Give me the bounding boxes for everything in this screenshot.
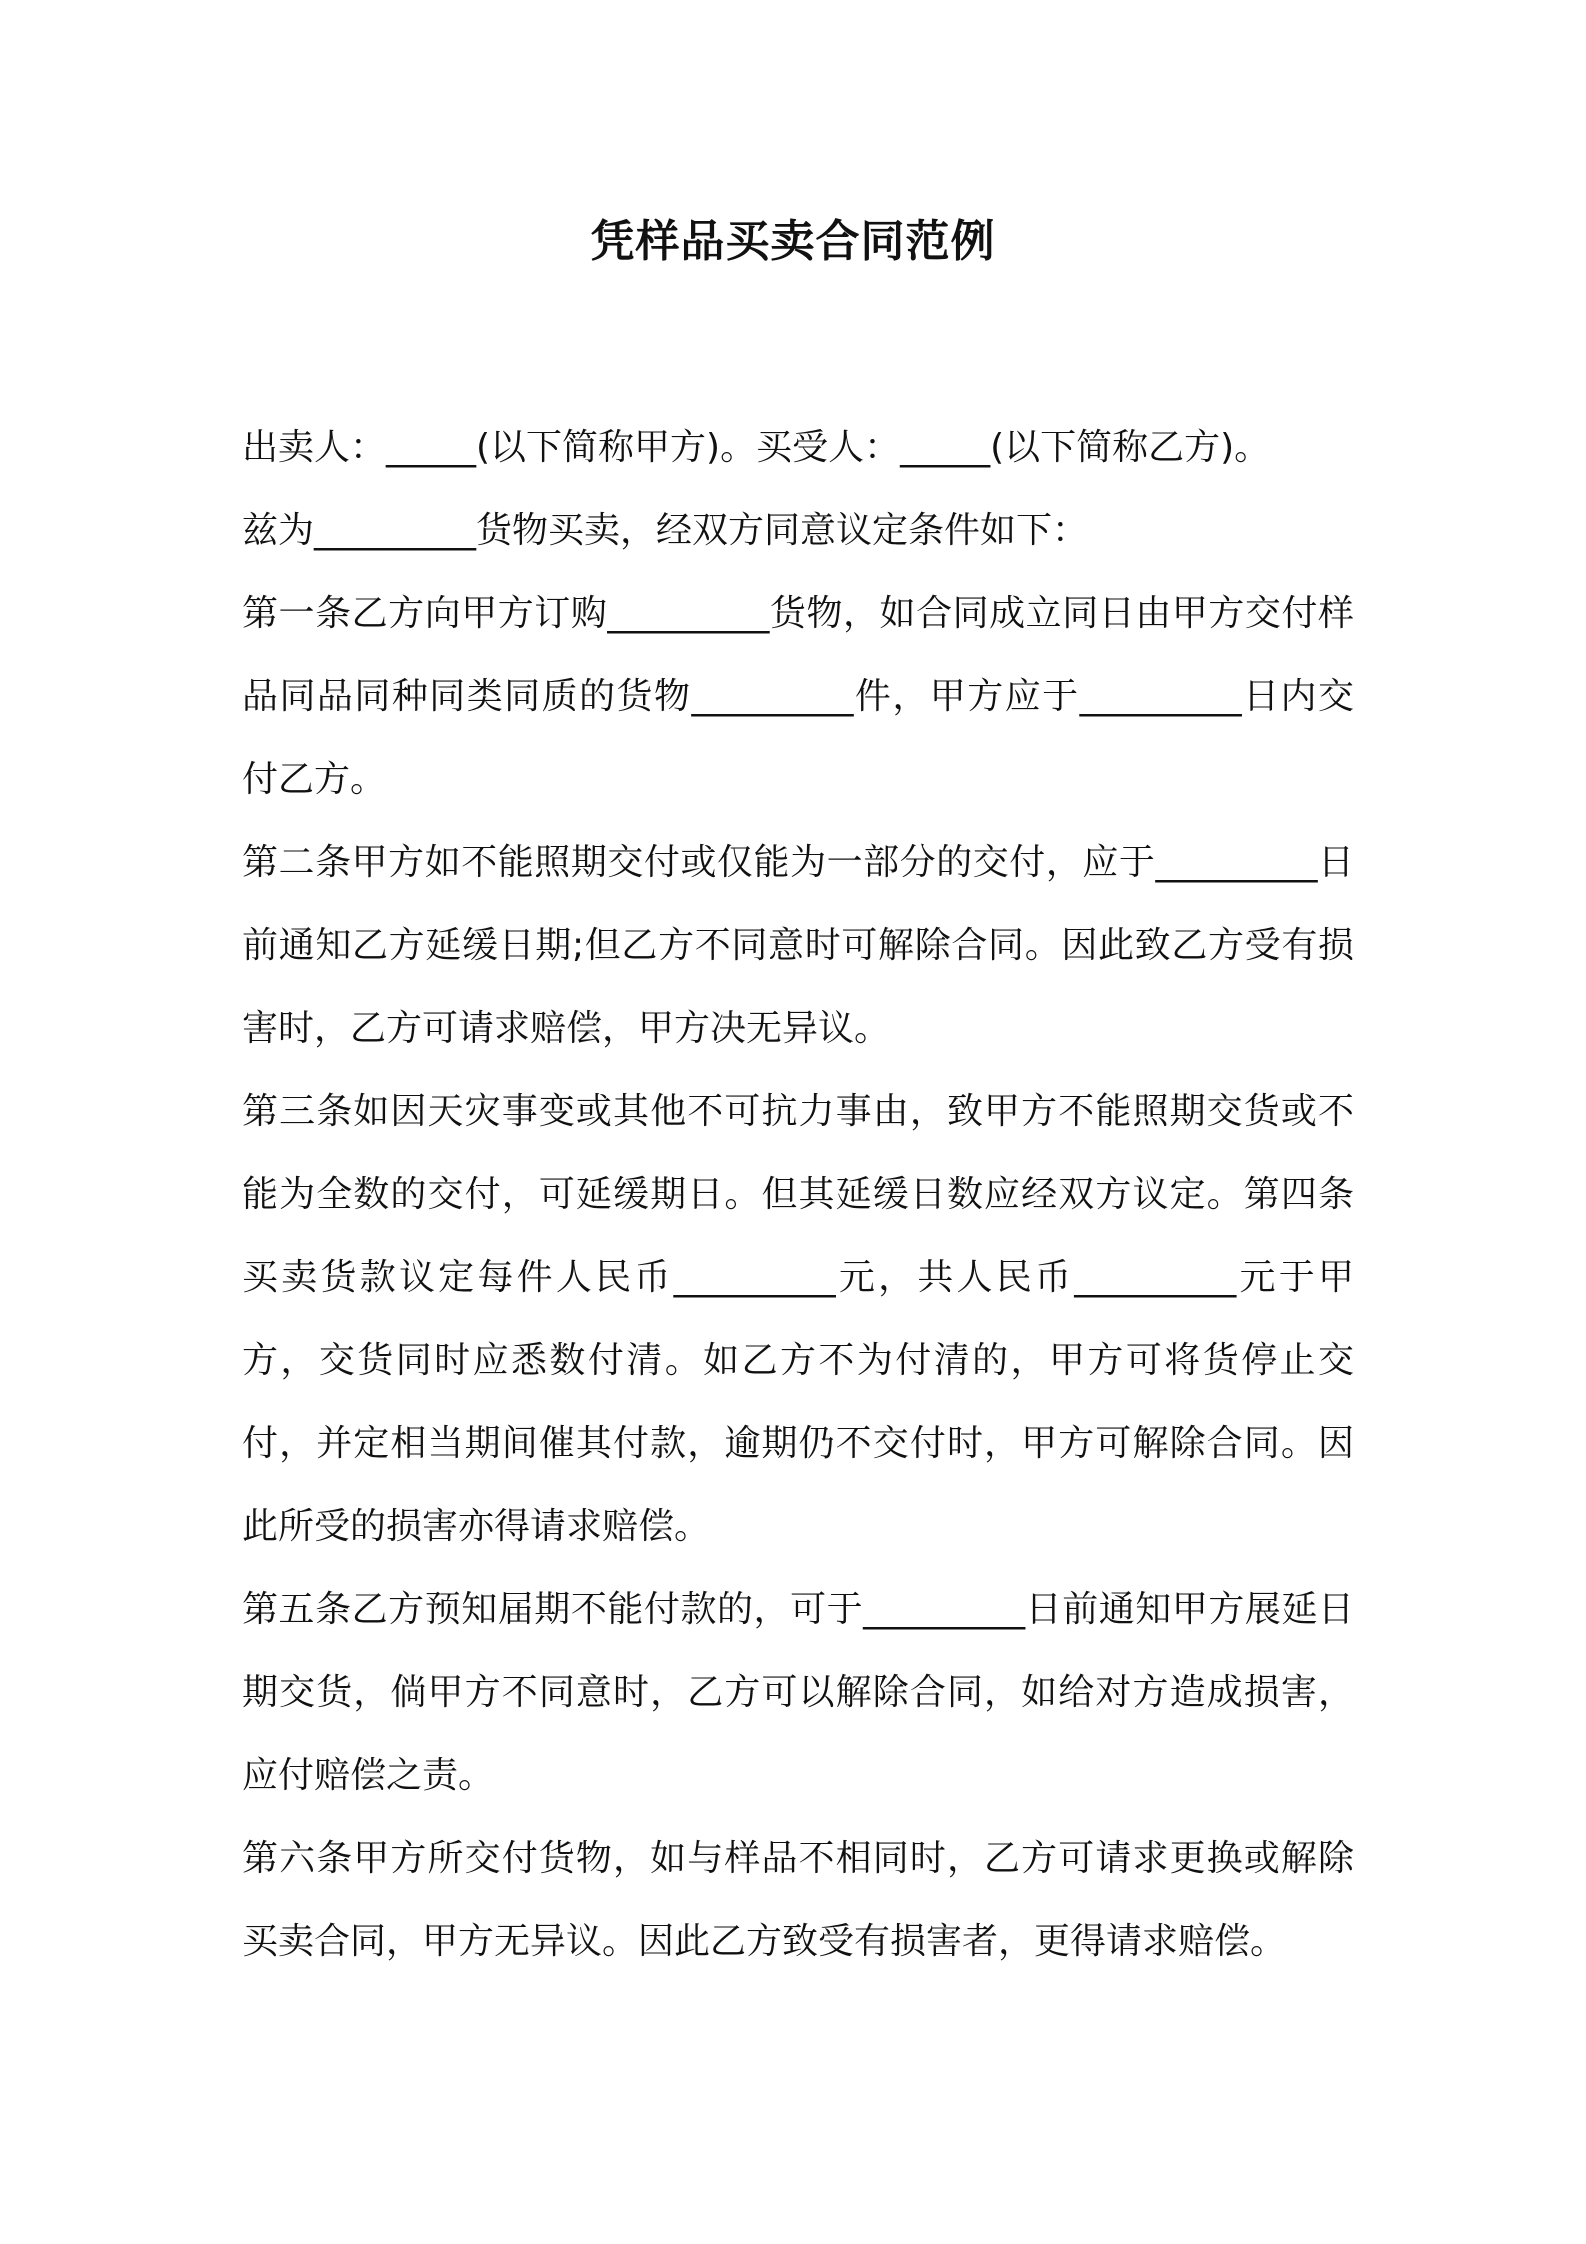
paragraph-article-3-4: 第三条如因天灾事变或其他不可抗力事由，致甲方不能照期交货或不能为全数的交付，可延缓期日。但其延缓日数应经双方议定。第四条买卖货款议定每件人民币_________元，共人民币_________元于甲方，交货同时应悉数付清。如乙方不为付清的，甲方可将货停止交付，并定相当期间催其付款，逾期仍不交付时，甲方可解除合同。因此所受的损害亦得请求赔偿。: [242, 1091, 1354, 1547]
document-body: [242, 406, 1354, 1983]
paragraph-article-1: 第一条乙方向甲方订购_________货物，如合同成立同日由甲方交付样品同品同种同类同质的货物_________件，甲方应于_________日内交付乙方。: [242, 593, 1354, 800]
paragraph-parties: 出卖人：_____(以下简称甲方)。买受人：_____(以下简称乙方)。: [242, 427, 1271, 468]
paragraph-article-5: 第五条乙方预知届期不能付款的，可于_________日前通知甲方展延日期交货，倘甲方不同意时，乙方可以解除合同，如给对方造成损害，应付赔偿之责。: [242, 1589, 1354, 1796]
paragraph-article-2: 第二条甲方如不能照期交付或仅能为一部分的交付，应于_________日前通知乙方延缓日期;但乙方不同意时可解除合同。因此致乙方受有损害时，乙方可请求赔偿，甲方决无异议。: [242, 842, 1354, 1049]
document-title: 凭样品买卖合同范例: [590, 216, 996, 267]
paragraph-intro: 兹为_________货物买卖，经双方同意议定条件如下：: [242, 510, 1089, 551]
paragraph-article-6: 第六条甲方所交付货物，如与样品不相同时，乙方可请求更换或解除买卖合同，甲方无异议。因此乙方致受有损害者，更得请求赔偿。: [242, 1838, 1354, 1962]
